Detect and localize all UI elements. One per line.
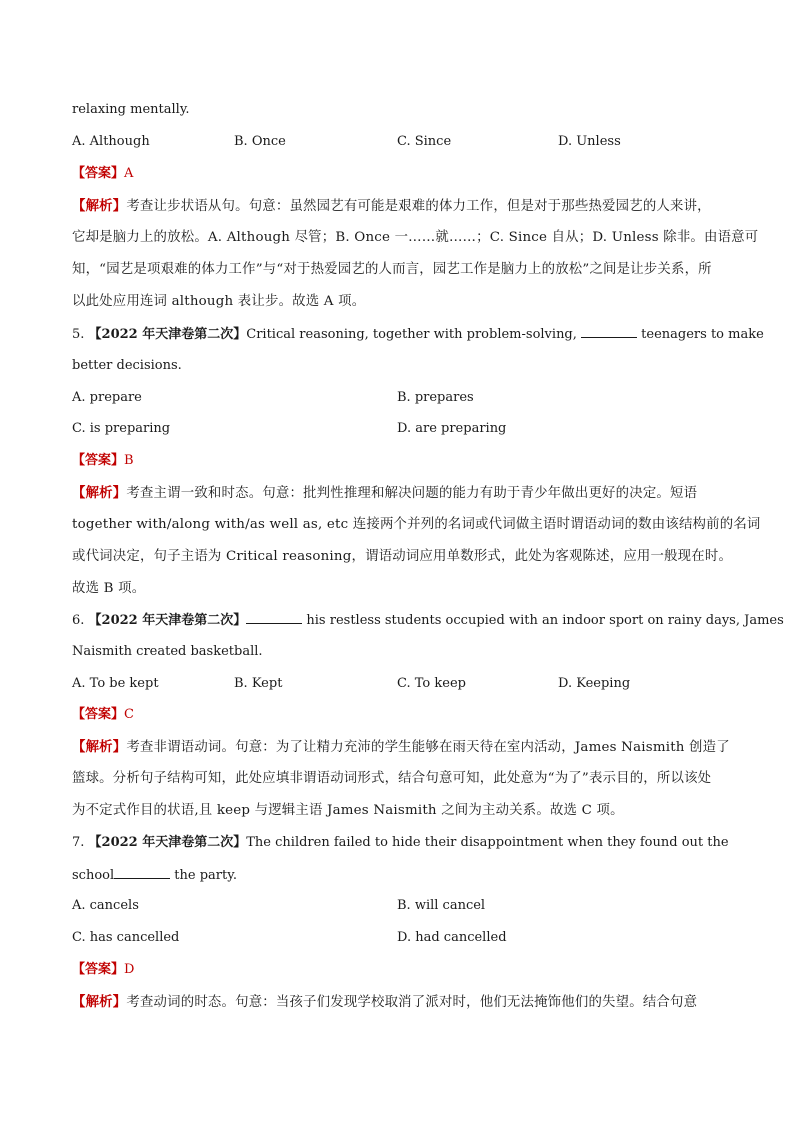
q4-analysis-line-4: 以此处应用连词 although 表让步。故选 A 项。 — [72, 294, 366, 309]
analysis-tag: 【解析】 — [72, 994, 127, 1010]
q4-option-c: C. Since — [397, 134, 452, 149]
question-source: 【2022 年天津卷第二次】 — [88, 327, 247, 342]
answer-tag: 【答案】 — [72, 453, 125, 468]
answer-value: A — [124, 166, 134, 181]
q5-option-b: B. prepares — [397, 390, 474, 405]
q7-option-a: A. cancels — [72, 898, 139, 913]
analysis-tag: 【解析】 — [72, 485, 127, 501]
q6-option-a: A. To be kept — [72, 676, 159, 691]
analysis-text: 考查主谓一致和时态。句意：批判性推理和解决问题的能力有助于青少年做出更好的决定。短语 — [126, 486, 698, 501]
q6-stem-line-2: Naismith created basketball. — [72, 644, 263, 659]
q5-analysis-line-3: 或代词决定，句子主语为 Critical reasoning，谓语动词应用单数形式，此处为客观陈述，应用一般现在时。 — [72, 549, 733, 564]
q6-analysis-line-3: 为不定式作目的状语,且 keep 与逻辑主语 James Naismith 之间为主动关系。故选 C 项。 — [72, 803, 624, 818]
q4-answer — [72, 165, 724, 183]
q7-option-c: C. has cancelled — [72, 930, 180, 945]
q5-option-c: C. is preparing — [72, 421, 171, 436]
q7-stem-line-1 — [72, 834, 729, 852]
answer-tag: 【答案】 — [72, 166, 125, 181]
answer-blank — [114, 866, 170, 879]
q6-option-c: C. To keep — [397, 676, 466, 691]
analysis-tag: 【解析】 — [72, 739, 127, 755]
q5-analysis-line-2: together with/along with/as well as, etc 连接两个并列的名词或代词做主语时谓语动词的数由该结构前的名词 — [72, 517, 761, 532]
q5-answer — [72, 452, 724, 470]
q4-analysis-line-1 — [72, 197, 724, 216]
q6-analysis-line-1 — [72, 738, 730, 757]
q5-analysis-line-1 — [72, 484, 724, 503]
stem-text: school — [72, 868, 115, 883]
q4-analysis-line-3: 知，“园艺是项艰难的体力工作”与“对于热爱园艺的人而言，园艺工作是脑力上的放松”之间是让步关系，所 — [72, 262, 712, 277]
q5-stem-line-1 — [72, 325, 764, 344]
q7-option-d: D. had cancelled — [397, 930, 507, 945]
stem-text: his restless students occupied with an indoor sport on rainy days, James — [306, 613, 784, 628]
answer-blank — [581, 325, 637, 338]
q7-stem-line-2 — [72, 866, 724, 885]
q6-answer — [72, 706, 724, 724]
q6-analysis-line-2: 篮球。分析句子结构可知，此处应填非谓语动词形式，结合句意可知，此处意为“为了”表示目的，所以该处 — [72, 771, 712, 786]
answer-value: C — [124, 707, 134, 722]
q4-analysis-line-2: 它却是脑力上的放松。A. Although 尽管；B. Once 一……就……；C. Since 自从；D. Unless 除非。由语意可 — [72, 230, 759, 245]
q4-stem-tail: relaxing mentally. — [72, 102, 190, 117]
question-source: 【2022 年天津卷第二次】 — [88, 613, 247, 628]
q7-analysis-line-1 — [72, 993, 724, 1012]
stem-text: Critical reasoning, together with problem-solving, — [246, 327, 577, 342]
q5-option-d: D. are preparing — [397, 421, 507, 436]
q7-option-b: B. will cancel — [397, 898, 486, 913]
q4-option-b: B. Once — [234, 134, 286, 149]
q4-option-d: D. Unless — [558, 134, 621, 149]
stem-text: The children failed to hide their disappointment when they found out the — [246, 835, 729, 850]
stem-text: the party. — [174, 868, 237, 883]
question-number: 5. — [72, 327, 85, 342]
q6-option-d: D. Keeping — [558, 676, 631, 691]
answer-value: B — [124, 453, 134, 468]
analysis-text: 考查让步状语从句。句意：虽然园艺有可能是艰难的体力工作，但是对于那些热爱园艺的人来讲， — [126, 199, 711, 214]
q5-analysis-line-4: 故选 B 项。 — [72, 581, 146, 596]
analysis-text: 考查非谓语动词。句意：为了让精力充沛的学生能够在雨天待在室内活动，James Naismith 创造了 — [126, 740, 730, 755]
q4-option-a: A. Although — [72, 134, 150, 149]
stem-text: teenagers to make — [641, 327, 764, 342]
q5-option-a: A. prepare — [72, 390, 142, 405]
q7-answer — [72, 961, 724, 979]
question-number: 6. — [72, 613, 85, 628]
analysis-text: 考查动词的时态。句意：当孩子们发现学校取消了派对时，他们无法掩饰他们的失望。结合句意 — [126, 995, 698, 1010]
answer-blank — [246, 611, 302, 624]
answer-value: D — [124, 962, 135, 977]
question-source: 【2022 年天津卷第二次】 — [88, 835, 247, 850]
question-number: 7. — [72, 835, 85, 850]
q6-option-b: B. Kept — [234, 676, 283, 691]
q6-stem-line-1 — [72, 611, 784, 630]
analysis-tag: 【解析】 — [72, 198, 127, 214]
q5-stem-line-2: better decisions. — [72, 358, 182, 373]
answer-tag: 【答案】 — [72, 962, 125, 977]
answer-tag: 【答案】 — [72, 707, 125, 722]
